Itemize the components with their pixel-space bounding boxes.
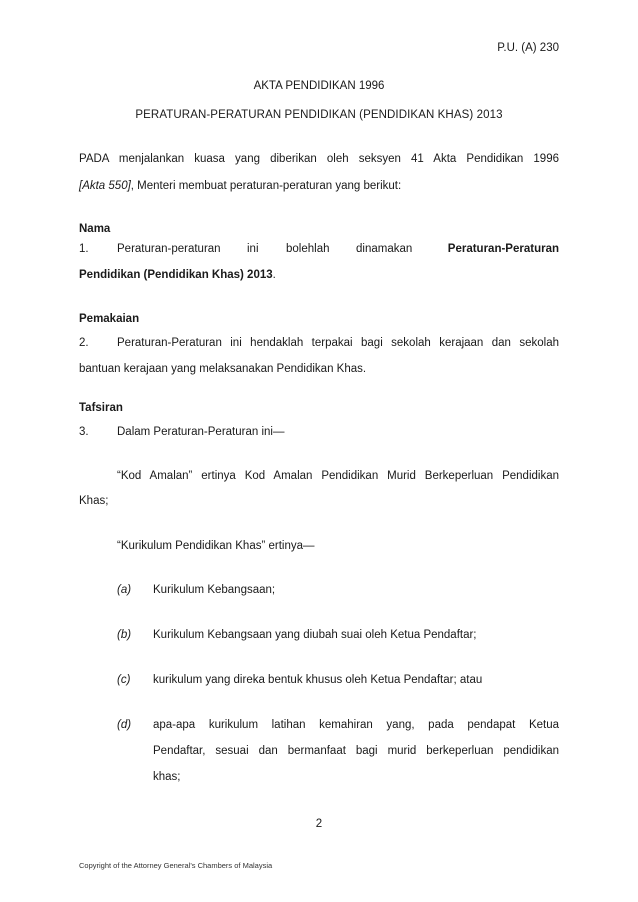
section-number-3: 3. <box>79 426 89 438</box>
section-2-line-2: bantuan kerajaan yang melaksanakan Pendidikan Khas. <box>79 363 367 375</box>
item-label-c: (c) <box>117 674 131 686</box>
item-text-d-line-2: Pendaftar, sesuai dan bermanfaat bagi murid berkeperluan pendidikan <box>153 745 559 757</box>
preamble-line-2 <box>79 180 401 192</box>
item-text-b: Kurikulum Kebangsaan yang diubah suai oleh Ketua Pendaftar; <box>153 629 477 641</box>
item-text-a: Kurikulum Kebangsaan; <box>153 584 276 596</box>
regulation-name-part-2: Pendidikan (Pendidikan Khas) 2013 <box>79 269 273 281</box>
definition-kurikulum-intro: “Kurikulum Pendidikan Khas” ertinya— <box>117 540 315 552</box>
section-heading-nama: Nama <box>79 223 111 235</box>
definition-kod-amalan-line-1: “Kod Amalan” ertinya Kod Amalan Pendidikan Murid Berkeperluan Pendidikan <box>117 470 559 482</box>
section-2-line-1: Peraturan-Peraturan ini hendaklah terpakai bagi sekolah kerajaan dan sekolah <box>117 337 559 349</box>
regulation-title: PERATURAN-PERATURAN PENDIDIKAN (PENDIDIKAN KHAS) 2013 <box>135 109 503 121</box>
section-heading-pemakaian: Pemakaian <box>79 313 140 325</box>
section-1-word-4: dinamakan <box>356 243 413 255</box>
section-1-word-3: bolehlah <box>286 243 330 255</box>
section-number-1: 1. <box>79 243 89 255</box>
item-text-d-line-3: khas; <box>153 771 181 783</box>
section-3-intro: Dalam Peraturan-Peraturan ini— <box>117 426 285 438</box>
item-label-d: (d) <box>117 719 132 731</box>
preamble-line-2-rest: , Menteri membuat peraturan-peraturan yang berikut: <box>130 180 402 192</box>
preamble-line-1: PADA menjalankan kuasa yang diberikan oleh seksyen 41 Akta Pendidikan 1996 <box>79 153 559 165</box>
act-citation: [Akta 550] <box>79 180 131 192</box>
item-text-d-line-1: apa-apa kurikulum latihan kemahiran yang, pada pendapat Ketua <box>153 719 559 731</box>
item-label-b: (b) <box>117 629 132 641</box>
document-reference: P.U. (A) 230 <box>497 42 559 54</box>
section-heading-tafsiran: Tafsiran <box>79 402 123 414</box>
item-label-a: (a) <box>117 584 132 596</box>
act-title: AKTA PENDIDIKAN 1996 <box>253 80 385 92</box>
page-number: 2 <box>315 818 323 830</box>
section-number-2: 2. <box>79 337 89 349</box>
section-1-word-1: Peraturan-peraturan <box>117 243 221 255</box>
section-1-end: . <box>272 269 276 281</box>
section-1-word-2: ini <box>247 243 259 255</box>
section-1-line-2 <box>79 269 276 281</box>
definition-kod-amalan-line-2: Khas; <box>79 495 109 507</box>
copyright-footer: Copyright of the Attorney General's Chambers of Malaysia <box>79 861 273 870</box>
regulation-name-part-1: Peraturan-Peraturan <box>447 243 559 255</box>
item-text-c: kurikulum yang direka bentuk khusus oleh Ketua Pendaftar; atau <box>153 674 483 686</box>
